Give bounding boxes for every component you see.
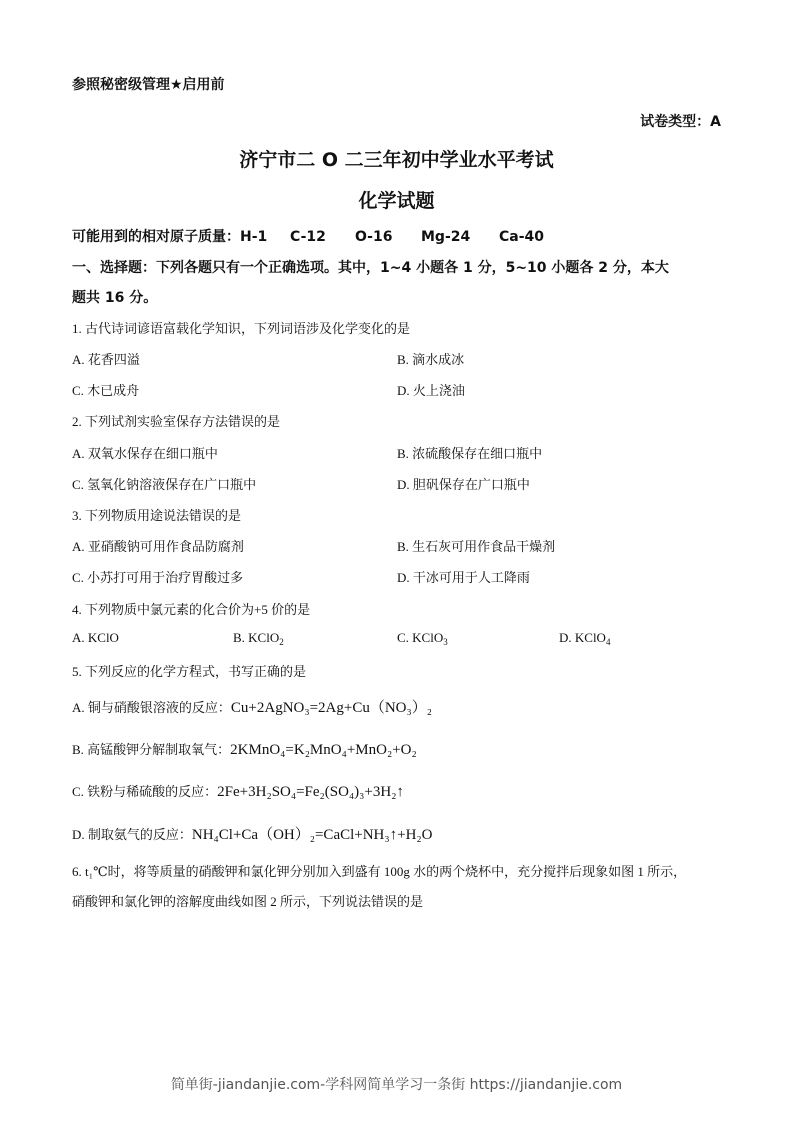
question-6-stem-line1: 6. t₁℃时，将等质量的硝酸钾和氯化钾分别加入到盛有 100g 水的两个烧杯中，充分搅拌后现象如图 1 所示，: [72, 864, 687, 879]
mass-o: O-16: [355, 229, 393, 245]
question-2-option-c[interactable]: C. 氢氧化钠溶液保存在广口瓶中: [72, 477, 257, 492]
question-2-stem: 2. 下列试剂实验室保存方法错误的是: [72, 414, 281, 429]
question-1-option-d[interactable]: D. 火上浇油: [397, 383, 465, 398]
mass-mg: Mg-24: [421, 229, 471, 245]
chemical-equation: 2KMnO₄=K₂MnO₄+MnO₂+O₂: [230, 742, 417, 758]
footer-watermark: 简单街-jiandanjie.com-学科网简单学习一条街 https://jiandanjie.com: [170, 1077, 623, 1093]
question-1-option-a[interactable]: A. 花香四溢: [72, 352, 140, 367]
question-2-option-a[interactable]: A. 双氧水保存在细口瓶中: [72, 446, 218, 461]
section1-instructions-line1: 一、选择题：下列各题只有一个正确选项。其中，1~4 小题各 1 分，5~10 小题各 2 分，本大: [72, 260, 669, 276]
question-3-option-b[interactable]: B. 生石灰可用作食品干燥剂: [397, 539, 556, 554]
confidential-label: 参照秘密级管理★启用前: [72, 77, 225, 93]
option-label: D. 制取氨气的反应：: [72, 827, 192, 842]
exam-subtitle: 化学试题: [358, 190, 435, 212]
question-3-option-d[interactable]: D. 干冰可用于人工降雨: [397, 570, 530, 585]
question-1-option-b[interactable]: B. 滴水成冰: [397, 352, 465, 367]
question-4-option-a[interactable]: A. KClO: [72, 630, 119, 645]
question-5-option-b[interactable]: [72, 739, 417, 759]
question-6-stem-line2: 硝酸钾和氯化钾的溶解度曲线如图 2 所示，下列说法错误的是: [72, 894, 424, 909]
question-3-stem: 3. 下列物质用途说法错误的是: [72, 508, 242, 523]
exam-title: 济宁市二 O 二三年初中学业水平考试: [239, 149, 554, 171]
chemical-equation: NH₄Cl+Ca（OH）₂=CaCl+NH₃↑+H₂O: [191, 827, 433, 843]
question-1-option-c[interactable]: C. 木已成舟: [72, 383, 140, 398]
question-4-option-c[interactable]: C. KClO$_3$: [397, 630, 448, 647]
option-label: A. 铜与硝酸银溶液的反应：: [72, 700, 231, 715]
question-4-stem: 4. 下列物质中氯元素的化合价为+5 价的是: [72, 602, 311, 617]
option-label: B. 高锰酸钾分解制取氧气：: [72, 742, 231, 757]
question-2-option-b[interactable]: B. 浓硫酸保存在细口瓶中: [397, 446, 543, 461]
question-5-option-c[interactable]: [72, 781, 404, 801]
question-4-option-d[interactable]: D. KClO$_4$: [559, 630, 611, 647]
mass-h: H-1: [240, 229, 268, 245]
question-3-option-c[interactable]: C. 小苏打可用于治疗胃酸过多: [72, 570, 244, 585]
question-3-option-a[interactable]: A. 亚硝酸钠可用作食品防腐剂: [72, 539, 244, 554]
question-5-stem: 5. 下列反应的化学方程式，书写正确的是: [72, 664, 307, 679]
question-5-option-a[interactable]: [72, 696, 432, 717]
atomic-masses-label: 可能用到的相对原子质量：: [72, 229, 240, 245]
question-4-option-b[interactable]: B. KClO$_2$: [233, 630, 284, 647]
section1-instructions-line2: 题共 16 分。: [72, 290, 158, 306]
question-2-option-d[interactable]: D. 胆矾保存在广口瓶中: [397, 477, 530, 492]
mass-ca: Ca-40: [499, 229, 545, 245]
mass-c: C-12: [290, 229, 326, 245]
chemical-equation: 2Fe+3H₂SO₄=Fe₂(SO₄)₃+3H₂↑: [217, 784, 404, 800]
chemical-equation: Cu+2AgNO₃=2Ag+Cu（NO₃）₂: [230, 700, 432, 716]
question-5-option-d[interactable]: [72, 823, 432, 844]
paper-type-label: 试卷类型：A: [640, 114, 721, 130]
option-label: C. 铁粉与稀硫酸的反应：: [72, 784, 218, 799]
atomic-masses: [72, 226, 544, 246]
question-1-stem: 1. 古代诗词谚语富载化学知识，下列词语涉及化学变化的是: [72, 321, 411, 336]
